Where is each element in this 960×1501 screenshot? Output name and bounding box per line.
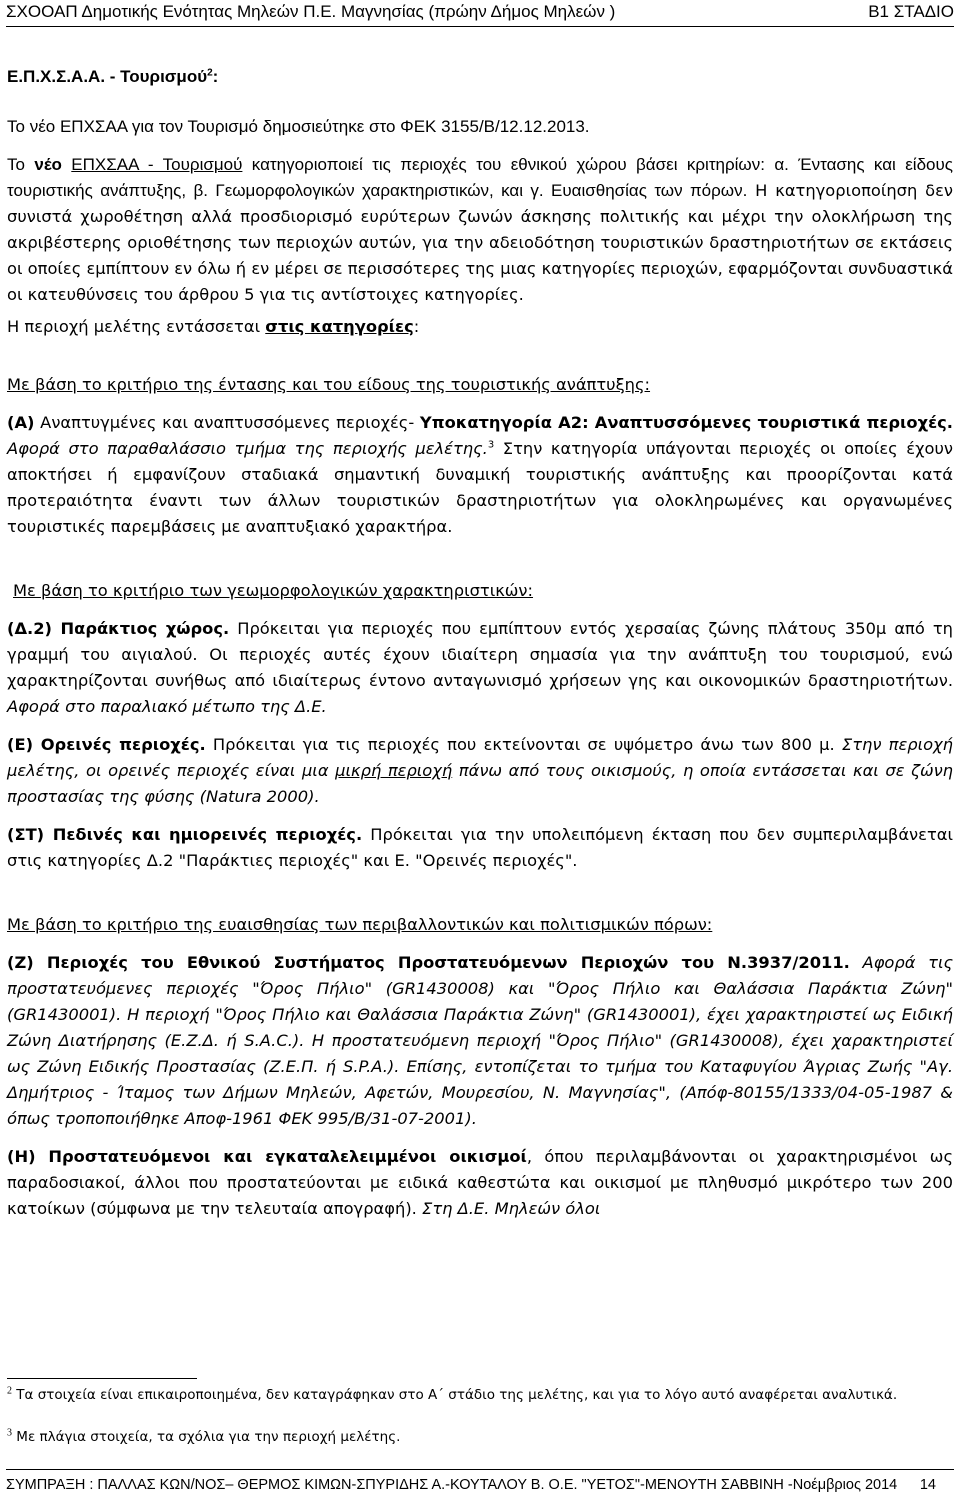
page-header [6,0,954,27]
criterion-heading-sensitivity: Με βάση το κριτήριο της ευαισθησίας των περιβαλλοντικών και πολιτισμικών πόρων: [7,915,713,934]
page-number: 14 [919,1477,936,1493]
category-d2: (Δ.2) Παράκτιος χώρος. Πρόκειται για περιοχές που εμπίπτουν εντός χερσαίας ζώνης πλάτους 350μ από τη γραμμή του αιγιαλού. Οι περιοχές αυτές έχουν ιδιαίτερη σημασία για την ανάπτυξη του τουρισμού, ενώ χαρακτηρίζονται συνήθως από ιδιαίτερως έντονο ανταγωνισμό χρήσεων γης και οικονομικών δραστηριοτήτων. Αφορά στο παραλιακό μέτωπο της Δ.Ε. [7,619,953,716]
page-footer [6,1469,954,1498]
paragraph-study-area: Η περιοχή μελέτης εντάσσεται στις κατηγορίες: [7,317,420,336]
document-body [7,64,953,1222]
footnote-separator [7,1378,197,1379]
category-z: (Ζ) Περιοχές του Εθνικού Συστήματος Προστατευόμενων Περιοχών του Ν.3937/2011. Αφορά τις προστατευόμενες περιοχές "Όρος Πήλιο" (GR1430008) και "Όρος Πήλιο και Θαλάσσια Παράκτια Ζώνη" (GR1430001). Η περιοχή "Όρος Πήλιο και Θαλάσσια Παράκτια Ζώνη" (GR1430001), έχει χαρακτηριστεί ως Ειδική Ζώνη Διατήρησης (Ε.Ζ.Δ. ή S.A.C.). Η προστατευόμενη περιοχή "Όρος Πήλιο" (GR1430008), έχει χαρακτηριστεί ως Ζώνη Ειδικής Προστασίας (Ζ.Ε.Π. ή S.P.A.). Επίσης, εντοπίζεται το τμήμα του Καταφυγίου Άγριας Ζωής "Αγ. Δημήτριος - Ίταμος των Δήμων Μηλεών, Αφετών, Μουρεσίου, Ν. Μαγνησίας", (Απόφ-80155/1333/04-05-1987 & όπως τροποποιήθηκε Αποφ-1961 ΦΕΚ 995/Β/31-07-2001). [7,953,954,1128]
epxsaa-link[interactable]: ΕΠΧΣΑΑ - Τουρισμού [71,155,243,174]
section-title: Ε.Π.Χ.Σ.Α.Α. - Τουρισμού$^2$: [7,67,219,86]
criterion-heading-geomorphology: Με βάση το κριτήριο των γεωμορφολογικών χαρακτηριστικών: [13,581,534,600]
category-e: (Ε) Ορεινές περιοχές. Πρόκειται για τις περιοχές που εκτείνονται σε υψόμετρο άνω των 800 μ. Στην περιοχή μελέτης, οι ορεινές περιοχές είναι μια μικρή περιοχή πάνω από τους οικισμούς, η οποία εντάσσεται και σε ζώνη προστασίας της φύσης (Natura 2000). [7,735,954,806]
footer-consortium: ΣΥΜΠΡΑΞΗ : ΠΑΛΛΑΣ ΚΩΝ/ΝΟΣ– ΘΕΡΜΟΣ ΚΙΜΩΝ-ΣΠΥΡΙΔΗΣ Α.-ΚΟΥΤΑΛΟΥ Β. Ο.Ε. "ΥΕΤΟΣ"-ΜΕΝΟΥΤΗ ΣΑΒΒΙΝΗ -Νοέμβριος 2014 [6,1477,898,1493]
paragraph-categorization: Το νέο ΕΠΧΣΑΑ - Τουρισμού κατηγοριοποιεί τις περιοχές του εθνικού χώρου βάσει κριτηρίων: α. Έντασης και είδους τουριστικής ανάπτυξης, β. Γεωμορφολογικών χαρακτηριστικών, και γ. Ευαισθησίας των πόρων. Η κατηγοριοποίηση δεν συνιστά χωροθέτηση αλλά προσδιορισμό ευρύτερων ζωνών άσκησης πολιτικής και μέχρι την ολοκλήρωση της ακριβέστερης οριοθέτησης των περιοχών αυτών, για την αδειοδότηση τουριστικών δραστηριοτήτων σε εκτάσεις οι οποίες εμπίπτουν εν όλω ή εν μέρει σε περισσότερες της μιας κατηγορίες περιοχών, εφαρμόζονται συνδυαστικά οι κατευθύνσεις του άρθρου 5 για τις αντίστοιχες κατηγορίες. [7,155,953,304]
footnote-ref-2[interactable]: 2 [207,67,213,79]
footnote-2: $^2$ Τα στοιχεία είναι επικαιροποιημένα, δεν καταγράφηκαν στο Α΄ στάδιο της μελέτης, και για το λόγο αυτό αναφέρεται αναλυτικά. [7,1385,898,1403]
category-h: (Η) Προστατευόμενοι και εγκαταλελειμμένοι οικισμοί, όπου περιλαμβάνονται οι χαρακτηρισμένοι ως παραδοσιακοί, άλλοι που προστατεύονται με ειδικά καθεστώτα και οικισμοί με πληθυσμό μικρότερο των 200 κατοίκων (σύμφωνα με την τελευταία απογραφή). Στη Δ.Ε. Μηλεών όλοι [7,1147,953,1218]
category-st: (ΣΤ) Πεδινές και ημιορεινές περιοχές. Πρόκειται για την υπολειπόμενη έκταση που δεν συμπεριλαμβάνεται στις κατηγορίες Δ.2 "Παράκτιες περιοχές" και Ε. "Ορεινές περιοχές". [7,825,953,870]
criterion-heading-intensity: Με βάση το κριτήριο της έντασης και του είδους της τουριστικής ανάπτυξης: [7,375,651,394]
footnote-ref-3[interactable]: 3 [487,439,495,451]
paragraph-fek: Το νέο ΕΠΧΣΑΑ για τον Τουρισμό δημοσιεύτηκε στο ΦΕΚ 3155/Β/12.12.2013. [7,117,590,136]
category-a: (Α) Αναπτυγμένες και αναπτυσσόμενες περιοχές- Υποκατηγορία Α2: Αναπτυσσόμενες τουριστικά περιοχές. Αφορά στο παραθαλάσσιο τμήμα της περιοχής μελέτης.$^3$ Στην κατηγορία υπάγονται περιοχές οι οποίες έχουν αποκτήσει ή εμφανίζουν σταδιακά σημαντική δυναμική τουριστικής ανάπτυξης και προορίζονται κατά προτεραιότητα έναντι των άλλων τουριστικών δραστηριοτήτων για ολοκληρωμένες και οργανωμένες τουριστικές παρεμβάσεις με αναπτυξιακό χαρακτήρα. [7,413,953,536]
header-title: ΣΧΟΟΑΠ Δημοτικής Ενότητας Μηλεών Π.Ε. Μαγνησίας (πρώην Δήμος Μηλεών ) [6,2,616,21]
footnote-3: $^3$ Με πλάγια στοιχεία, τα σχόλια για την περιοχή μελέτης. [7,1427,401,1445]
header-stage: Β1 ΣΤΑΔΙΟ [868,2,954,21]
